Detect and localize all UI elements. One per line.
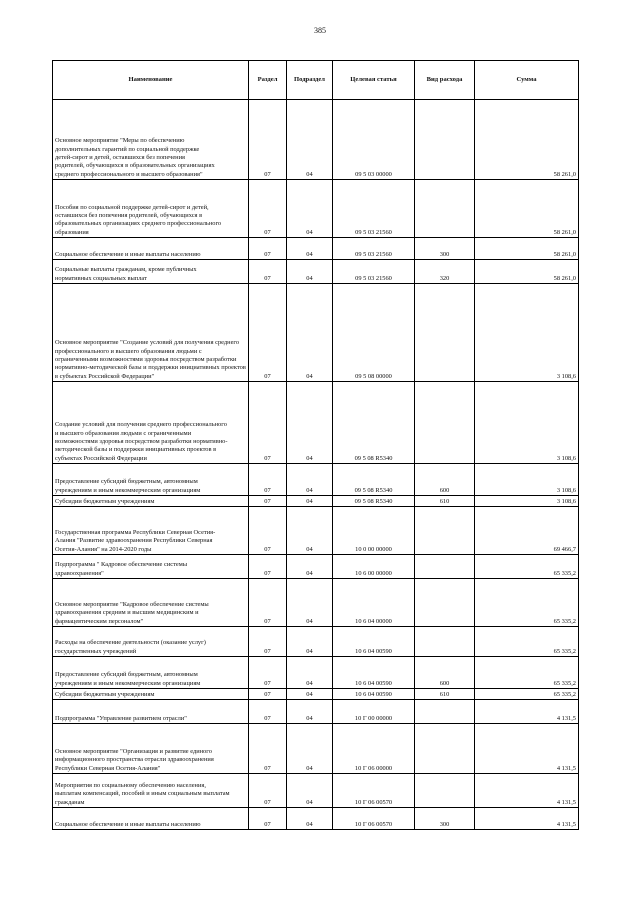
table-row: [53, 284, 579, 382]
row-name: Субсидии бюджетным учреждениям: [55, 690, 155, 698]
row-name-cell: [53, 700, 249, 724]
table-row: [53, 260, 579, 284]
row-name-cell: [53, 627, 249, 657]
row-name-cell: [53, 808, 249, 830]
row-target-article: 10 6 00 00000: [333, 555, 415, 579]
row-target-article: 09 5 08 R5340: [333, 496, 415, 507]
row-expense-type: [415, 700, 475, 724]
budget-table: [52, 60, 579, 830]
table-row: [53, 700, 579, 724]
row-target-article: 09 5 08 R5340: [333, 382, 415, 464]
row-expense-type: 300: [415, 238, 475, 260]
row-name: Подпрограмма "Управление развитием отрасли": [55, 714, 187, 722]
row-subsection: 04: [287, 627, 333, 657]
row-target-article: 09 5 03 00000: [333, 100, 415, 180]
row-section: 07: [249, 507, 287, 555]
row-target-article: 09 5 03 21560: [333, 260, 415, 284]
row-subsection: 04: [287, 260, 333, 284]
column-header-sum: Сумма: [475, 61, 579, 100]
row-subsection: 04: [287, 496, 333, 507]
row-name-cell: [53, 100, 249, 180]
row-name-cell: [53, 284, 249, 382]
row-name-cell: [53, 382, 249, 464]
row-target-article: 10 6 04 00590: [333, 657, 415, 689]
row-section: 07: [249, 382, 287, 464]
row-section: 07: [249, 238, 287, 260]
row-section: 07: [249, 808, 287, 830]
row-section: 07: [249, 555, 287, 579]
table-row: [53, 507, 579, 555]
row-section: 07: [249, 657, 287, 689]
row-sum: 4 131,5: [475, 808, 579, 830]
row-sum: 3 108,6: [475, 284, 579, 382]
table-row: [53, 180, 579, 238]
row-expense-type: 600: [415, 464, 475, 496]
row-name-cell: [53, 689, 249, 700]
row-name: Мероприятия по социальному обеспечению населения, выплатам компенсаций, пособий и иным социальным выплатам гражданам: [55, 782, 230, 806]
row-name-cell: [53, 774, 249, 808]
row-subsection: 04: [287, 180, 333, 238]
table-row: [53, 579, 579, 627]
row-section: 07: [249, 260, 287, 284]
row-name: Социальное обеспечение и иные выплаты населению: [55, 250, 201, 258]
row-expense-type: 600: [415, 657, 475, 689]
table-row: [53, 555, 579, 579]
row-name-cell: [53, 496, 249, 507]
row-expense-type: 610: [415, 496, 475, 507]
row-sum: 65 335,2: [475, 657, 579, 689]
row-target-article: 09 5 08 R5340: [333, 464, 415, 496]
row-section: 07: [249, 627, 287, 657]
row-section: 07: [249, 180, 287, 238]
row-section: 07: [249, 579, 287, 627]
row-target-article: 09 5 03 21560: [333, 238, 415, 260]
table-row: [53, 100, 579, 180]
row-expense-type: [415, 555, 475, 579]
row-name-cell: [53, 238, 249, 260]
row-name: Государственная программа Республики Северная Осетия-Алания "Развитие здравоохранения Республики Северная Осетия-Алания" на 2014-2020 годы: [55, 529, 216, 553]
row-name: Социальное обеспечение и иные выплаты населению: [55, 820, 201, 828]
row-name: Предоставление субсидий бюджетным, автономным учреждениям и иным некоммерческим организациям: [55, 478, 201, 494]
row-subsection: 04: [287, 700, 333, 724]
row-target-article: 10 6 04 00590: [333, 627, 415, 657]
table-header-row: [53, 61, 579, 100]
page-number: 385: [314, 26, 326, 35]
row-sum: 3 108,6: [475, 464, 579, 496]
row-section: 07: [249, 496, 287, 507]
row-section: 07: [249, 774, 287, 808]
row-sum: 3 108,6: [475, 496, 579, 507]
row-sum: 65 335,2: [475, 689, 579, 700]
row-sum: 65 335,2: [475, 627, 579, 657]
row-name: Создание условий для получения среднего профессионального и высшего образования людьми с ограниченными возможностями здоровья посредством разработки нормативно-методической базы и поддержки инициативных проектов в субъектах Российской Федерации: [55, 421, 228, 462]
row-section: 07: [249, 689, 287, 700]
row-section: 07: [249, 724, 287, 774]
row-expense-type: [415, 724, 475, 774]
row-name: Основное мероприятие "Кадровое обеспечение системы здравоохранения средним и высшим медицинским и фармацевтическим персоналом": [55, 601, 209, 625]
row-target-article: 10 Г 06 00570: [333, 808, 415, 830]
row-subsection: 04: [287, 507, 333, 555]
column-header-subsection: Подраздел: [287, 61, 333, 100]
table-row: [53, 464, 579, 496]
row-subsection: 04: [287, 808, 333, 830]
row-sum: 58 261,0: [475, 238, 579, 260]
row-sum: 4 131,5: [475, 724, 579, 774]
row-name-cell: [53, 555, 249, 579]
row-target-article: 10 Г 00 00000: [333, 700, 415, 724]
row-subsection: 04: [287, 657, 333, 689]
row-name: Социальные выплаты гражданам, кроме публичных нормативных социальных выплат: [55, 266, 197, 282]
row-name: Основное мероприятие "Организация и развитие единого информационного пространства отрасли здравоохранения Республики Северная Осетия-Алания": [55, 748, 214, 772]
row-expense-type: [415, 180, 475, 238]
row-sum: 58 261,0: [475, 180, 579, 238]
row-expense-type: 320: [415, 260, 475, 284]
row-subsection: 04: [287, 724, 333, 774]
table-row: [53, 627, 579, 657]
row-expense-type: [415, 627, 475, 657]
row-name-cell: [53, 180, 249, 238]
row-subsection: 04: [287, 284, 333, 382]
table-row: [53, 657, 579, 689]
row-name-cell: [53, 579, 249, 627]
row-subsection: 04: [287, 238, 333, 260]
row-section: 07: [249, 700, 287, 724]
row-expense-type: [415, 284, 475, 382]
row-target-article: 10 0 00 00000: [333, 507, 415, 555]
row-name: Предоставление субсидий бюджетным, автономным учреждениям и иным некоммерческим организациям: [55, 671, 201, 687]
row-sum: 69 466,7: [475, 507, 579, 555]
row-name-cell: [53, 507, 249, 555]
row-target-article: 09 5 08 00000: [333, 284, 415, 382]
row-target-article: 10 Г 06 00570: [333, 774, 415, 808]
row-name: Субсидии бюджетным учреждениям: [55, 497, 155, 505]
row-subsection: 04: [287, 555, 333, 579]
column-header-expense-type: Вид расхода: [415, 61, 475, 100]
table-row: [53, 238, 579, 260]
row-name: Основное мероприятие "Меры по обеспечению дополнительных гарантий по социальной поддержке детей-сирот и детей, оставшихся без попечения родителей, обучающихся в образовательных организациях среднего профессионального и высшего образования": [55, 137, 215, 178]
row-name-cell: [53, 724, 249, 774]
row-target-article: 10 Г 06 00000: [333, 724, 415, 774]
row-sum: 4 131,5: [475, 774, 579, 808]
row-sum: 4 131,5: [475, 700, 579, 724]
table-row: [53, 689, 579, 700]
row-name: Пособия по социальной поддержке детей-сирот и детей, оставшихся без попечения родителей, обучающихся в образовательных организациях среднего профессионального образования: [55, 203, 222, 236]
table-row: [53, 496, 579, 507]
row-sum: 65 335,2: [475, 555, 579, 579]
row-subsection: 04: [287, 689, 333, 700]
row-expense-type: [415, 100, 475, 180]
column-header-target-article: Целевая статья: [333, 61, 415, 100]
row-expense-type: 610: [415, 689, 475, 700]
row-sum: 65 335,2: [475, 579, 579, 627]
row-section: 07: [249, 284, 287, 382]
row-name-cell: [53, 464, 249, 496]
row-target-article: 10 6 04 00590: [333, 689, 415, 700]
row-sum: 58 261,0: [475, 260, 579, 284]
row-name-cell: [53, 657, 249, 689]
row-name: Расходы на обеспечение деятельности (оказание услуг) государственных учреждений: [55, 639, 206, 655]
row-subsection: 04: [287, 579, 333, 627]
row-expense-type: 300: [415, 808, 475, 830]
row-expense-type: [415, 774, 475, 808]
row-expense-type: [415, 579, 475, 627]
column-header-name: Наименование: [53, 61, 249, 100]
row-expense-type: [415, 382, 475, 464]
row-name-cell: [53, 260, 249, 284]
column-header-section: Раздел: [249, 61, 287, 100]
row-subsection: 04: [287, 464, 333, 496]
table-row: [53, 382, 579, 464]
table-row: [53, 774, 579, 808]
row-name: Подпрограмма " Кадровое обеспечение системы здравоохранения": [55, 561, 188, 577]
row-subsection: 04: [287, 774, 333, 808]
row-subsection: 04: [287, 100, 333, 180]
table-row: [53, 808, 579, 830]
row-section: 07: [249, 464, 287, 496]
row-name: Основное мероприятие "Создание условий для получения среднего профессионального и высшего образования людьми с ограниченными возможностями здоровья посредством разработки нормативно-методической базы и поддержки инициативных проектов в субъектах Российской Федерации": [55, 339, 246, 380]
row-sum: 58 261,0: [475, 100, 579, 180]
row-section: 07: [249, 100, 287, 180]
row-target-article: 09 5 03 21560: [333, 180, 415, 238]
row-sum: 3 108,6: [475, 382, 579, 464]
row-expense-type: [415, 507, 475, 555]
row-subsection: 04: [287, 382, 333, 464]
row-target-article: 10 6 04 00000: [333, 579, 415, 627]
table-row: [53, 724, 579, 774]
